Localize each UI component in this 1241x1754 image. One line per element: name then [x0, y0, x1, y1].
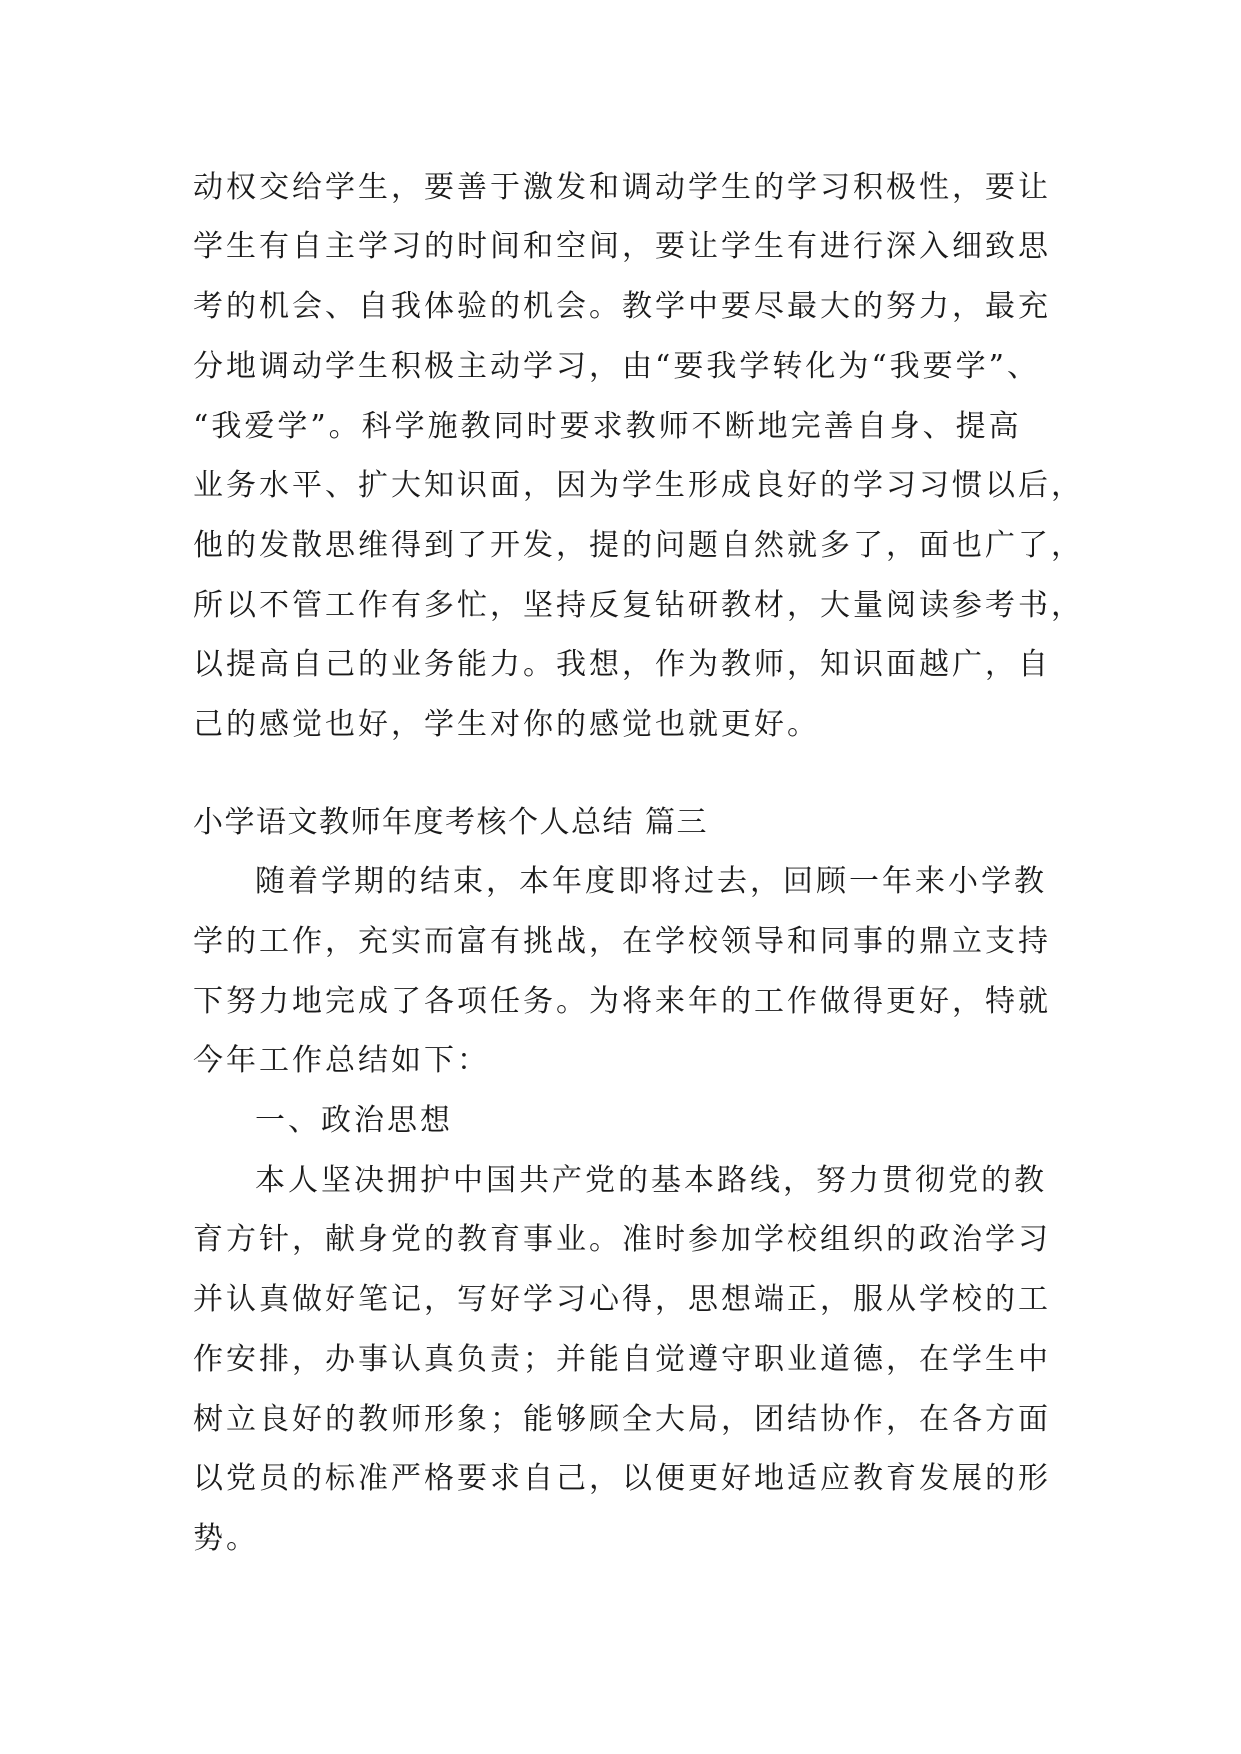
paragraph-line: 育方针，献身党的教育事业。准时参加学校组织的政治学习 [193, 1222, 1051, 1257]
paragraph-line: 学的工作，充实而富有挑战，在学校领导和同事的鼎立支持 [193, 924, 1051, 959]
paragraph-line: 随着学期的结束，本年度即将过去，回顾一年来小学教 [255, 864, 1047, 899]
paragraph-line: 考的机会、自我体验的机会。教学中要尽最大的努力，最充 [193, 289, 1051, 324]
paragraph-line: 己的感觉也好，学生对你的感觉也就更好。 [193, 707, 820, 742]
paragraph-line: 并认真做好笔记，写好学习心得，思想端正，服从学校的工 [193, 1282, 1051, 1317]
paragraph-line: 作安排，办事认真负责；并能自觉遵守职业道德，在学生中 [193, 1342, 1051, 1377]
paragraph-line: 业务水平、扩大知识面，因为学生形成良好的学习习惯以后， [193, 468, 1084, 503]
paragraph-line: 他的发散思维得到了开发，提的问题自然就多了，面也广了， [193, 528, 1084, 563]
paragraph-line: 势。 [193, 1521, 259, 1556]
subheading: 一、政治思想 [255, 1103, 453, 1138]
paragraph-line: “我爱学”。科学施教同时要求教师不断地完善自身、提高 [193, 409, 1022, 444]
paragraph-line: 分地调动学生积极主动学习，由“要我学转化为“我要学”、 [193, 349, 1041, 384]
paragraph-line: 动权交给学生，要善于激发和调动学生的学习积极性，要让 [193, 170, 1051, 205]
paragraph-line: 以党员的标准严格要求自己，以便更好地适应教育发展的形 [193, 1461, 1051, 1496]
paragraph-line: 树立良好的教师形象；能够顾全大局，团结协作，在各方面 [193, 1402, 1051, 1437]
paragraph-line: 下努力地完成了各项任务。为将来年的工作做得更好，特就 [193, 984, 1051, 1019]
paragraph-line: 以提高自己的业务能力。我想，作为教师，知识面越广，自 [193, 647, 1051, 682]
paragraph-line: 今年工作总结如下： [193, 1043, 490, 1078]
section-title: 小学语文教师年度考核个人总结 篇三 [193, 805, 709, 840]
paragraph-line: 所以不管工作有多忙，坚持反复钻研教材，大量阅读参考书， [193, 588, 1084, 623]
paragraph-line: 学生有自主学习的时间和空间，要让学生有进行深入细致思 [193, 229, 1051, 264]
paragraph-line: 本人坚决拥护中国共产党的基本路线，努力贯彻党的教 [255, 1163, 1047, 1198]
